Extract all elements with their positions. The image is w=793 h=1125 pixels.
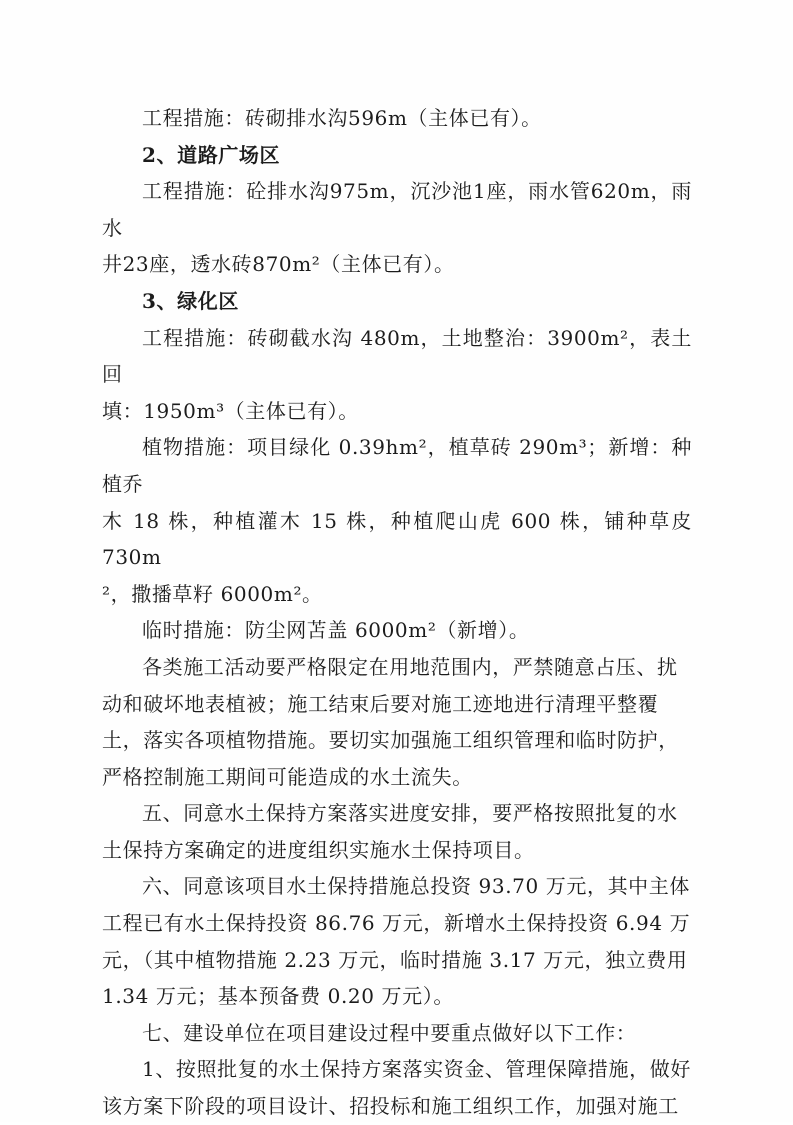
line: 土，落实各项植物措施。要切实加强施工组织管理和临时防护， [102, 728, 679, 753]
heading-text: 3、绿化区 [142, 288, 239, 313]
line: 严格控制施工期间可能造成的水土流失。 [102, 764, 473, 789]
paragraph-7 [102, 612, 692, 649]
paragraph-9 [102, 795, 692, 868]
line: 元，（其中植物措施 2.23 万元，临时措施 3.17 万元，独立费用 [102, 947, 688, 972]
paragraph-5 [102, 320, 692, 430]
line: 六、同意该项目水土保持措施总投资 93.70 万元，其中主体 [142, 874, 690, 899]
line: 井23座，透水砖870m²（主体已有）。 [102, 252, 455, 277]
paragraph-3 [102, 173, 692, 283]
paragraph-12 [102, 1051, 692, 1124]
line: 填：1950m³（主体已有）。 [102, 398, 359, 423]
paragraph-8 [102, 649, 692, 795]
line: 该方案下阶段的项目设计、招投标和施工组织工作，加强对施工 [102, 1094, 679, 1119]
heading-road-plaza [102, 137, 692, 174]
line: 1、按照批复的水土保持方案落实资金、管理保障措施，做好 [142, 1057, 691, 1082]
paragraph-10 [102, 868, 692, 1014]
line: 工程措施：砖砌截水沟 480m，土地整治：3900m²，表土回 [102, 325, 692, 387]
line: 土保持方案确定的进度组织实施水土保持项目。 [102, 837, 535, 862]
paragraph-11 [102, 1015, 692, 1052]
line: 各类施工活动要严格限定在用地范围内，严禁随意占压、扰 [142, 654, 678, 679]
heading-green-area [102, 283, 692, 320]
line: 木 18 株，种植灌木 15 株，种植爬山虎 600 株，铺种草皮 730m [102, 508, 699, 570]
line: 工程措施：砖砌排水沟596m（主体已有）。 [142, 106, 542, 130]
document-body [102, 100, 699, 1125]
line: ²，撒播草籽 6000m²。 [102, 581, 323, 606]
line: 工程已有水土保持投资 86.76 万元，新增水土保持投资 6.94 万 [102, 911, 691, 936]
paragraph-6 [102, 429, 699, 612]
heading-text: 2、道路广场区 [142, 142, 281, 167]
line: 七、建设单位在项目建设过程中要重点做好以下工作： [142, 1020, 637, 1045]
line: 工程措施：砼排水沟975m，沉沙池1座，雨水管620m，雨水 [102, 179, 692, 240]
line: 1.34 万元；基本预备费 0.20 万元）。 [102, 984, 454, 1009]
line: 临时措施：防尘网苫盖 6000m²（新增）。 [142, 618, 530, 643]
line: 植物措施：项目绿化 0.39hm²，植草砖 290m³；新增：种植乔 [102, 435, 692, 496]
paragraph-1 [102, 100, 692, 137]
line: 动和破坏地表植被；施工结束后要对施工迹地进行清理平整覆 [102, 691, 659, 716]
line: 五、同意水土保持方案落实进度安排，要严格按照批复的水 [142, 801, 678, 826]
